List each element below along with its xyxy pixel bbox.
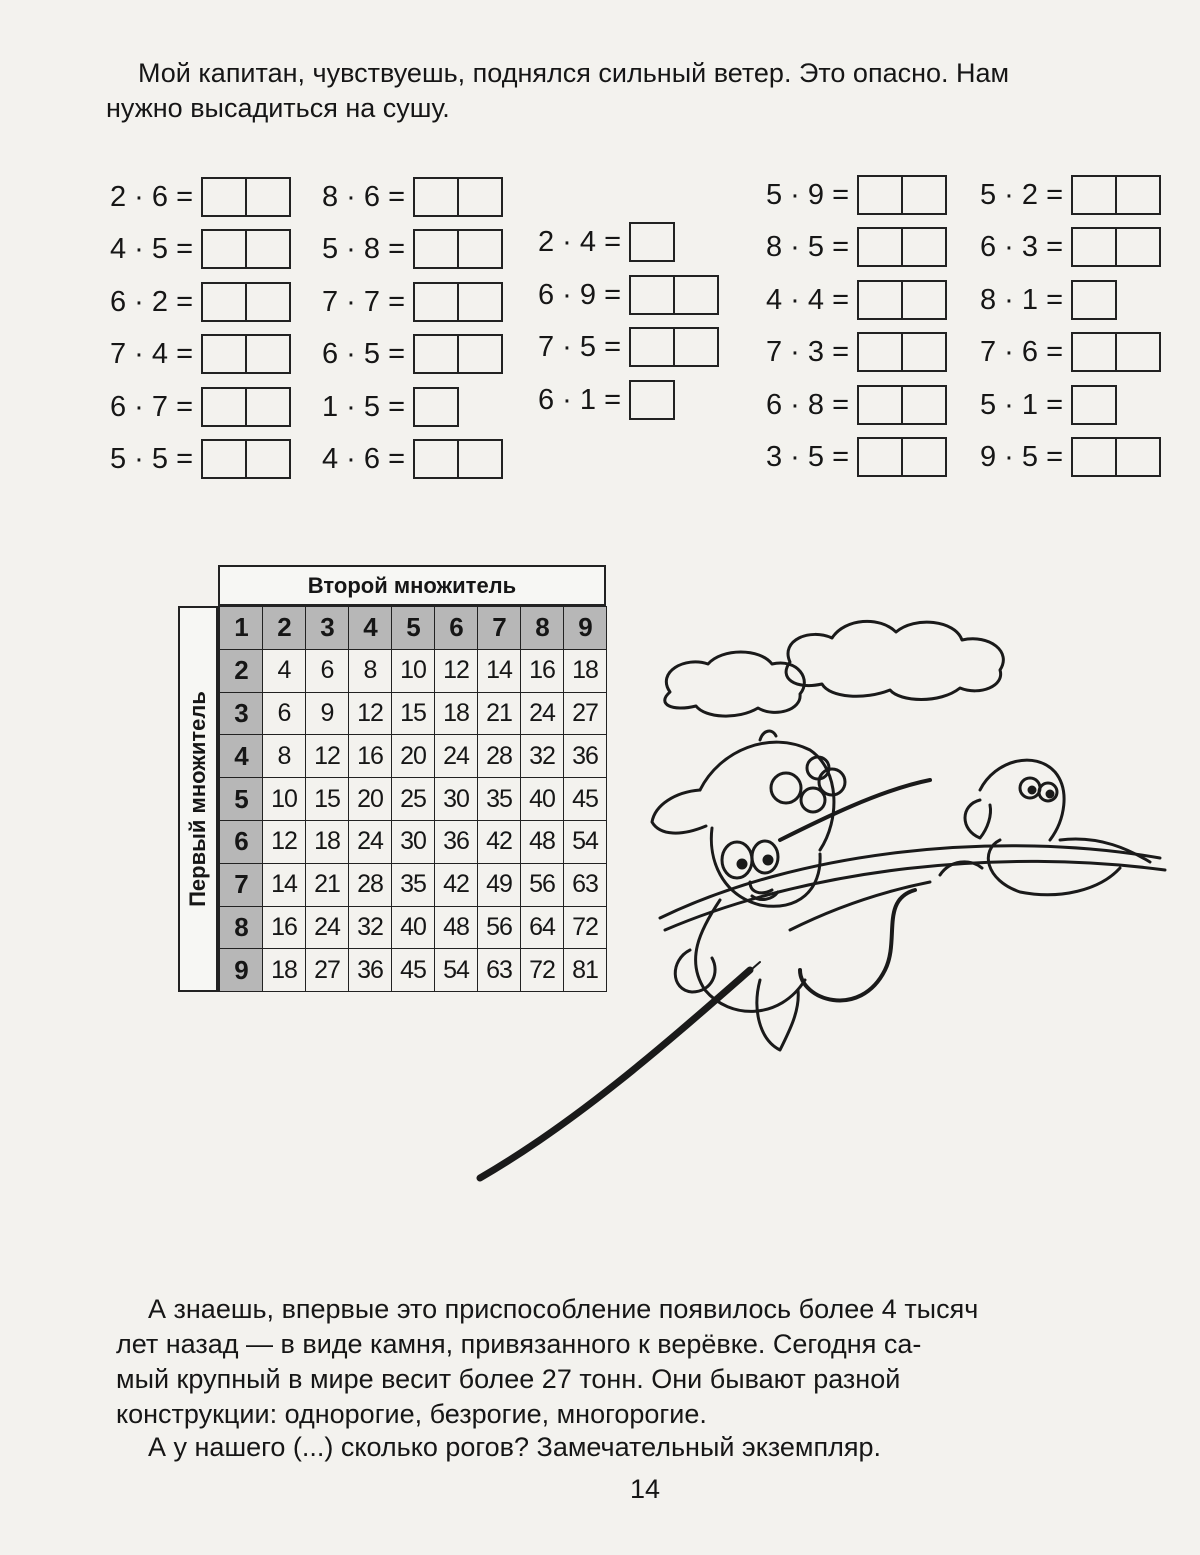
table-cell: 64 [521, 907, 564, 950]
table-header-cell: 5 [220, 778, 263, 821]
table-cell: 48 [521, 821, 564, 864]
table-header-cell: 2 [220, 650, 263, 693]
answer-box[interactable] [857, 175, 947, 215]
intro-text [106, 56, 1176, 126]
table-cell: 21 [306, 864, 349, 907]
exercise [110, 177, 291, 217]
intro-line-1: Мой капитан, чувствуешь, поднялся сильный ветер. Это опасно. Нам [138, 58, 1010, 88]
table-header-cell: 7 [478, 607, 521, 650]
table-cell: 24 [349, 821, 392, 864]
table-cell: 42 [478, 821, 521, 864]
answer-box[interactable] [1071, 385, 1117, 425]
table-header-cell: 8 [220, 907, 263, 950]
table-cell: 14 [478, 650, 521, 693]
table-cell: 8 [349, 650, 392, 693]
table-cell: 63 [564, 864, 607, 907]
table-cell: 36 [435, 821, 478, 864]
table-cell: 10 [392, 650, 435, 693]
exercise-expression: 5 · 1 = [980, 388, 1064, 421]
table-cell: 10 [263, 778, 306, 821]
table-cell: 32 [349, 907, 392, 950]
exercise [538, 380, 675, 420]
table-cell: 15 [392, 693, 435, 736]
exercise-expression: 6 · 8 = [766, 388, 850, 421]
exercise-expression: 9 · 5 = [980, 440, 1064, 473]
table-cell: 27 [306, 949, 349, 992]
table-cell: 12 [349, 693, 392, 736]
story-line: лет назад — в виде камня, привязанного к верёвке. Сегодня са- [116, 1329, 922, 1359]
table-cell: 9 [306, 693, 349, 736]
answer-box[interactable] [857, 280, 947, 320]
table-header-cell: 6 [435, 607, 478, 650]
answer-box[interactable] [629, 222, 675, 262]
answer-box[interactable] [413, 177, 503, 217]
exercise [110, 229, 291, 269]
exercise-expression: 7 · 5 = [538, 330, 622, 363]
exercise-expression: 8 · 5 = [766, 230, 850, 263]
story-line: мый крупный в мире весит более 27 тонн. Они бывают разной [116, 1364, 901, 1394]
answer-box[interactable] [1071, 437, 1161, 477]
answer-box[interactable] [201, 229, 291, 269]
exercise-expression: 2 · 4 = [538, 225, 622, 258]
answer-box[interactable] [413, 387, 459, 427]
rope [780, 780, 930, 840]
story-text [116, 1292, 1178, 1432]
table-side-header [178, 606, 218, 992]
exercise-expression: 1 · 5 = [322, 390, 406, 423]
exercise-expression: 8 · 1 = [980, 283, 1064, 316]
exercise [766, 385, 947, 425]
table-cell: 15 [306, 778, 349, 821]
table-cell: 63 [478, 949, 521, 992]
exercise-expression: 5 · 2 = [980, 178, 1064, 211]
sailor [652, 731, 930, 1050]
answer-box[interactable] [857, 332, 947, 372]
exercise-expression: 7 · 4 = [110, 337, 194, 370]
table-cell: 24 [435, 735, 478, 778]
page-number: 14 [629, 1474, 661, 1504]
table-header-cell: 6 [220, 821, 263, 864]
table-cell: 28 [478, 735, 521, 778]
table-cell: 48 [435, 907, 478, 950]
table-cell: 12 [435, 650, 478, 693]
exercise-expression: 2 · 6 = [110, 180, 194, 213]
table-cell: 14 [263, 864, 306, 907]
table-header-cell: 5 [392, 607, 435, 650]
exercise [980, 280, 1117, 320]
table-cell: 18 [306, 821, 349, 864]
exercise-expression: 7 · 6 = [980, 335, 1064, 368]
exercise [980, 332, 1161, 372]
table-header-cell: 9 [564, 607, 607, 650]
table-cell: 40 [521, 778, 564, 821]
answer-box[interactable] [201, 177, 291, 217]
exercise-expression: 4 · 5 = [110, 232, 194, 265]
table-cell: 45 [392, 949, 435, 992]
table-header-cell: 1 [220, 607, 263, 650]
exercise [980, 175, 1161, 215]
answer-box[interactable] [1071, 175, 1161, 215]
exercise-expression: 7 · 3 = [766, 335, 850, 368]
exercise-expression: 6 · 2 = [110, 285, 194, 318]
exercise [766, 437, 947, 477]
table-cell: 25 [392, 778, 435, 821]
table-cell: 12 [263, 821, 306, 864]
table-cell: 36 [564, 735, 607, 778]
answer-box[interactable] [857, 227, 947, 267]
table-header-cell: 8 [521, 607, 564, 650]
table-header-cell: 7 [220, 864, 263, 907]
exercise-expression: 5 · 9 = [766, 178, 850, 211]
table-cell: 18 [564, 650, 607, 693]
table-cell: 18 [263, 949, 306, 992]
parrot [940, 760, 1150, 895]
exercise [538, 275, 719, 315]
table-cell: 4 [263, 650, 306, 693]
table-cell: 35 [392, 864, 435, 907]
exercise [766, 280, 947, 320]
answer-box[interactable] [629, 275, 719, 315]
table-cell: 72 [521, 949, 564, 992]
exercise-expression: 7 · 7 = [322, 285, 406, 318]
table-cell: 40 [392, 907, 435, 950]
table-cell: 54 [564, 821, 607, 864]
exercise-expression: 5 · 5 = [110, 442, 194, 475]
exercise [110, 439, 291, 479]
table-side-label: Первый множитель [185, 691, 210, 907]
exercise [322, 177, 503, 217]
exercise-expression: 6 · 7 = [110, 390, 194, 423]
table-cell: 12 [306, 735, 349, 778]
table-header-cell: 4 [349, 607, 392, 650]
answer-box[interactable] [201, 282, 291, 322]
table-cell: 28 [349, 864, 392, 907]
answer-box[interactable] [629, 380, 675, 420]
cloud-icon [665, 652, 805, 716]
exercise-expression: 6 · 5 = [322, 337, 406, 370]
exercise [980, 437, 1161, 477]
table-cell: 36 [349, 949, 392, 992]
exercise [538, 222, 675, 262]
exercise [110, 282, 291, 322]
answer-box[interactable] [413, 334, 503, 374]
answer-box[interactable] [857, 385, 947, 425]
table-cell: 8 [263, 735, 306, 778]
exercise-expression: 4 · 4 = [766, 283, 850, 316]
exercise [322, 439, 503, 479]
table-header-cell: 4 [220, 735, 263, 778]
riddle-question: А у нашего (...) сколько рогов? Замечательный экземпляр. [148, 1432, 881, 1462]
table-cell: 49 [478, 864, 521, 907]
table-header-cell: 3 [306, 607, 349, 650]
rope [480, 970, 750, 1178]
exercise [110, 387, 291, 427]
table-cell: 81 [564, 949, 607, 992]
table-cell: 21 [478, 693, 521, 736]
answer-box[interactable] [201, 334, 291, 374]
answer-box[interactable] [1071, 227, 1161, 267]
exercise-expression: 8 · 6 = [322, 180, 406, 213]
table-header-cell: 2 [263, 607, 306, 650]
table-cell: 6 [263, 693, 306, 736]
exercise [766, 175, 947, 215]
table-cell: 18 [435, 693, 478, 736]
exercise-expression: 6 · 9 = [538, 278, 622, 311]
answer-box[interactable] [201, 387, 291, 427]
exercise [538, 327, 719, 367]
table-cell: 30 [392, 821, 435, 864]
boat-edge [660, 846, 1160, 918]
table-cell: 42 [435, 864, 478, 907]
exercise [766, 332, 947, 372]
exercise [766, 227, 947, 267]
exercise-expression: 4 · 6 = [322, 442, 406, 475]
exercise-expression: 3 · 5 = [766, 440, 850, 473]
rope [800, 890, 915, 1000]
exercise [322, 334, 503, 374]
answer-box[interactable] [413, 282, 503, 322]
table-cell: 56 [478, 907, 521, 950]
exercise [322, 282, 503, 322]
table-cell: 54 [435, 949, 478, 992]
cloud-icon [786, 621, 1003, 699]
table-cell: 35 [478, 778, 521, 821]
answer-box[interactable] [201, 439, 291, 479]
exercise-expression: 6 · 3 = [980, 230, 1064, 263]
table-cell: 32 [521, 735, 564, 778]
table-cell: 16 [349, 735, 392, 778]
table-cell: 16 [263, 907, 306, 950]
exercise [110, 334, 291, 374]
table-cell: 24 [521, 693, 564, 736]
table-cell: 72 [564, 907, 607, 950]
intro-line-2: нужно высадиться на сушу. [106, 93, 450, 123]
table-header: Второй множитель [218, 565, 606, 606]
table-cell: 27 [564, 693, 607, 736]
exercise [322, 387, 459, 427]
exercise-expression: 6 · 1 = [538, 383, 622, 416]
multiplication-table [178, 565, 608, 992]
table-cell: 30 [435, 778, 478, 821]
table-cell: 45 [564, 778, 607, 821]
answer-box[interactable] [857, 437, 947, 477]
table-cell: 24 [306, 907, 349, 950]
answer-box[interactable] [413, 439, 503, 479]
table-header-cell: 9 [220, 949, 263, 992]
table-cell: 20 [349, 778, 392, 821]
answer-box[interactable] [629, 327, 719, 367]
table-cell: 6 [306, 650, 349, 693]
table-header-cell: 3 [220, 693, 263, 736]
answer-box[interactable] [1071, 332, 1161, 372]
table-cell: 16 [521, 650, 564, 693]
story-line: конструкции: однорогие, безрогие, многорогие. [116, 1399, 707, 1429]
exercise [322, 229, 503, 269]
table-cell: 56 [521, 864, 564, 907]
exercise [980, 385, 1117, 425]
exercise-expression: 5 · 8 = [322, 232, 406, 265]
answer-box[interactable] [1071, 280, 1117, 320]
exercise [980, 227, 1161, 267]
table-grid [218, 606, 607, 992]
story-line: А знаешь, впервые это приспособление появилось более 4 тысяч [148, 1294, 979, 1324]
table-cell: 20 [392, 735, 435, 778]
answer-box[interactable] [413, 229, 503, 269]
